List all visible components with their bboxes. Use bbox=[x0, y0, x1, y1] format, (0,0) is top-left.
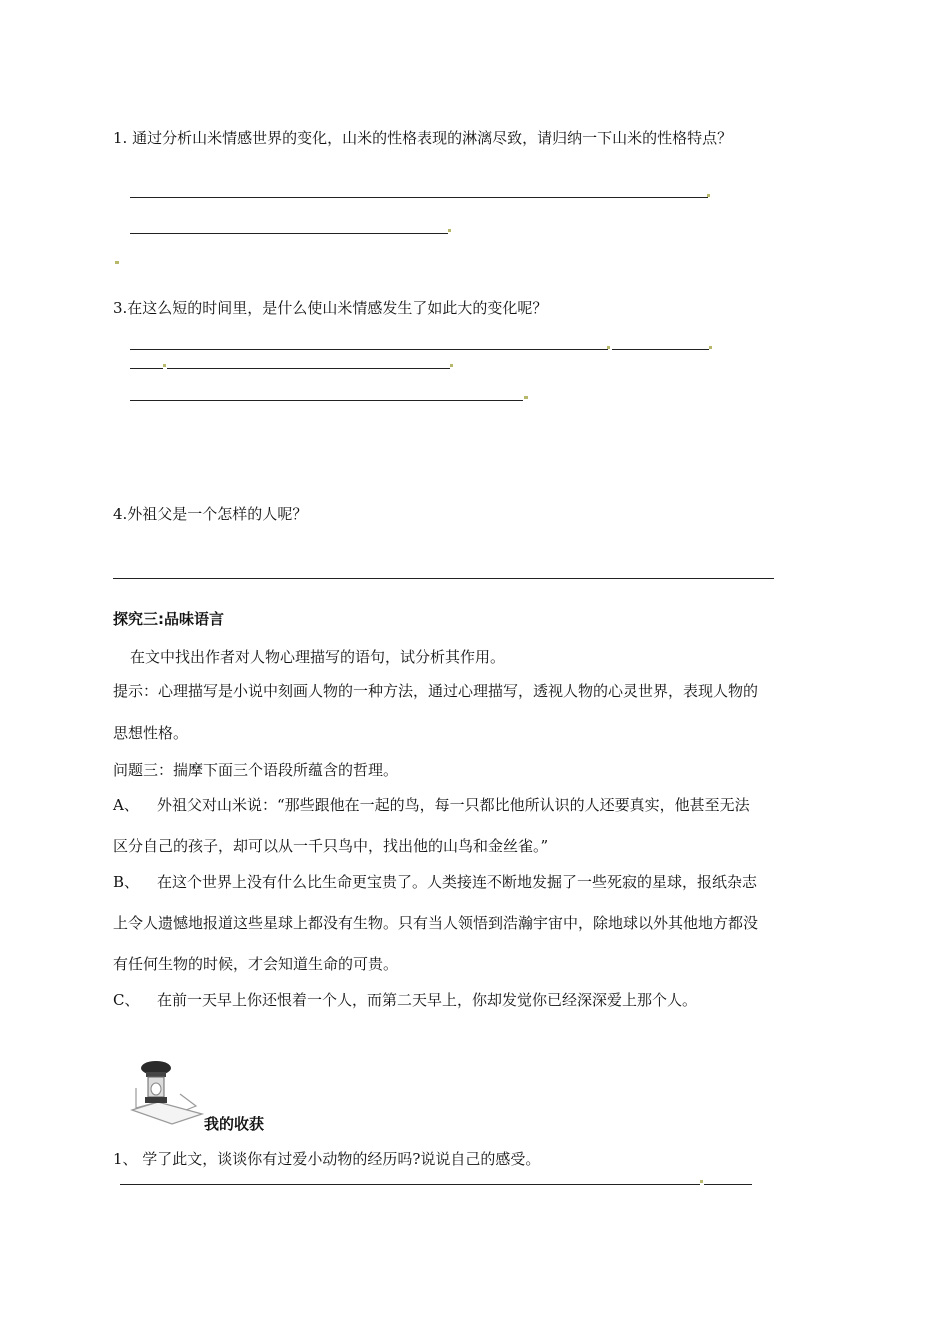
answer-line[interactable] bbox=[120, 1184, 700, 1185]
item-label-a: A、 bbox=[113, 796, 139, 814]
anchor-marker bbox=[700, 1180, 703, 1183]
answer-line[interactable] bbox=[130, 233, 448, 234]
answer-line[interactable] bbox=[130, 368, 163, 369]
harvest-title: 我的收获 bbox=[204, 1115, 265, 1133]
instruction: 在文中找出作者对人物心理描写的语句，试分析其作用。 bbox=[130, 648, 506, 666]
answer-line[interactable] bbox=[704, 1184, 752, 1185]
passage-b: 有任何生物的时候，才会知道生命的可贵。 bbox=[113, 955, 399, 973]
passage-b: 在这个世界上没有什么比生命更宝贵了。人类接连不断地发掘了一些死寂的星球，报纸杂志 bbox=[157, 873, 758, 891]
problem-3: 问题三：揣摩下面三个语段所蕴含的哲理。 bbox=[113, 761, 399, 779]
passage-b: 上令人遗憾地报道这些星球上都没有生物。只有当人领悟到浩瀚宇宙中，除地球以外其他地方都没 bbox=[113, 914, 759, 932]
anchor-marker bbox=[448, 229, 451, 232]
anchor-marker bbox=[709, 346, 712, 349]
hint-line: 思想性格。 bbox=[113, 724, 189, 742]
anchor-marker bbox=[524, 396, 528, 399]
passage-a: 外祖父对山米说：“那些跟他在一起的鸟，每一只都比他所认识的人还要真实，他甚至无法 bbox=[157, 796, 750, 814]
answer-line[interactable] bbox=[130, 197, 708, 198]
answer-line[interactable] bbox=[130, 400, 523, 401]
question-3: 3.在这么短的时间里，是什么使山米情感发生了如此大的变化呢？ bbox=[113, 299, 548, 317]
answer-line[interactable] bbox=[167, 368, 450, 369]
anchor-marker bbox=[163, 364, 166, 367]
question-1: 1. 通过分析山米情感世界的变化，山米的性格表现的淋漓尽致，请归纳一下山米的性格特点？ bbox=[113, 129, 733, 147]
harvest-question-1: 1、 学了此文，谈谈你有过爱小动物的经历吗?说说自己的感受。 bbox=[113, 1150, 541, 1168]
answer-line[interactable] bbox=[130, 349, 608, 350]
item-label-c: C、 bbox=[113, 991, 140, 1009]
anchor-marker bbox=[115, 261, 119, 264]
anchor-marker bbox=[707, 194, 710, 197]
passage-a: 区分自己的孩子，却可以从一千只鸟中，找出他的山鸟和金丝雀。” bbox=[113, 837, 549, 855]
section-title: 探究三:品味语言 bbox=[113, 610, 224, 628]
passage-c: 在前一天早上你还恨着一个人，而第二天早上，你却发觉你已经深深爱上那个人。 bbox=[157, 991, 698, 1009]
anchor-marker bbox=[607, 346, 610, 349]
item-label-b: B、 bbox=[113, 873, 140, 891]
answer-line[interactable] bbox=[113, 578, 774, 579]
hint-line: 提示：心理描写是小说中刻画人物的一种方法，通过心理描写，透视人物的心灵世界，表现人物的 bbox=[113, 682, 759, 700]
anchor-marker bbox=[450, 364, 453, 367]
lantern-icon bbox=[128, 1058, 204, 1128]
answer-line[interactable] bbox=[612, 349, 709, 350]
question-4: 4.外祖父是一个怎样的人呢？ bbox=[113, 505, 308, 523]
